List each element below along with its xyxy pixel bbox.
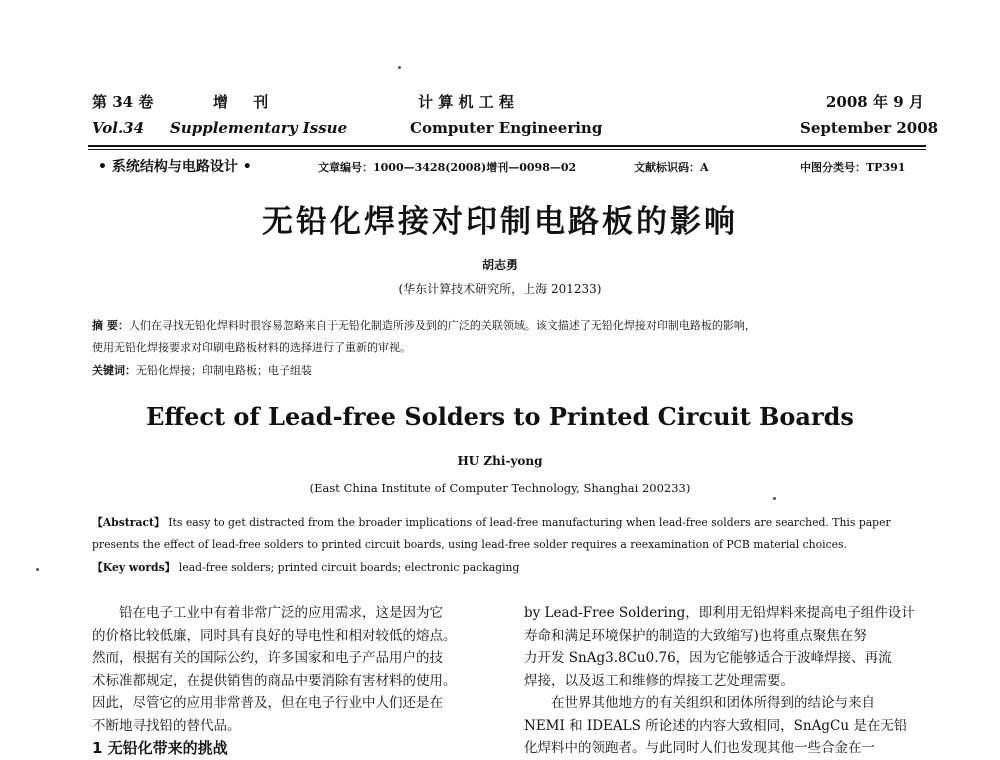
volume-cn: 第 34 卷 [92, 93, 154, 111]
body-right-line-3: 力开发 SnAg3.8Cu0.76，因为它能够适合于波峰焊接、再流 [524, 650, 892, 666]
keywords-en-text: lead-free solders; printed circuit boards; electronic packaging [175, 561, 520, 574]
section-label: • 系统结构与电路设计 • [98, 159, 252, 175]
journal-title-en: Computer Engineering [410, 119, 603, 137]
body-left-line-4: 术标准都规定，在提供销售的商品中要消除有害材料的使用。 [92, 672, 457, 689]
body-right-line-7: 化焊料中的领跑者。与此同时人们也发现其他一些合金在一 [524, 740, 875, 756]
body-left-line-1: 铅在电子工业中有着非常广泛的应用需求，这是因为它 [92, 605, 443, 621]
scan-speck [398, 66, 401, 69]
abstract-en-line-1 [92, 515, 891, 530]
author-en: HU Zhi-yong [457, 454, 543, 468]
body-right-line-4: 焊接，以及返工和维修的焊接工艺处理需要。 [524, 672, 794, 689]
issue-en: Supplementary Issue [170, 119, 348, 137]
abstract-en-text: Its easy to get distracted from the broader implications of lead-free manufacturing when lead-free solders are searched. This paper [164, 516, 891, 529]
article-number: 文章编号：1000—3428(2008)增刊—0098—02 [318, 161, 577, 174]
header-rule-top [88, 145, 926, 147]
body-left-line-6: 不断地寻找铅的替代品。 [92, 717, 241, 734]
keywords-cn-label: 关键词： [92, 364, 136, 377]
body-left-line-5: 因此，尽管它的应用非常普及，但在电子行业中人们还是在 [92, 695, 443, 711]
abstract-en-line-2: presents the effect of lead-free solders to printed circuit boards, using lead-free solder requires a reexamination of PCB material choices. [92, 538, 847, 551]
body-left-line-3: 然而，根据有关的国际公约，许多国家和电子产品用户的技 [92, 650, 443, 666]
abstract-cn-line-1 [92, 317, 756, 333]
body-column-right [524, 602, 934, 760]
keywords-cn [92, 362, 312, 378]
scan-speck [773, 497, 776, 500]
body-column-left [92, 602, 492, 760]
header-rule-bottom [88, 149, 926, 150]
body-left-line-2: 的价格比较低廉，同时具有良好的导电性和相对较低的熔点。 [92, 627, 457, 644]
scan-speck [36, 568, 39, 571]
affiliation-en: (East China Institute of Computer Technology, Shanghai 200233) [309, 481, 691, 495]
body-right-line-2: 寿命和满足环境保护的制造的大致缩写)也将重点聚焦在努 [524, 627, 867, 644]
article-title-cn: 无铅化焊接对印制电路板的影响 [262, 204, 738, 240]
author-cn: 胡志勇 [481, 258, 518, 272]
volume-en: Vol.34 [92, 119, 145, 137]
date-cn: 2008 年 9 月 [826, 93, 924, 111]
body-right-line-1: by Lead-Free Soldering，即利用无铅焊料来提高电子组件设计 [524, 605, 915, 621]
affiliation-cn: (华东计算技术研究所，上海 201233) [398, 282, 602, 296]
document-code: 文献标识码：A [634, 161, 709, 174]
issue-cn: 增 刊 [213, 93, 279, 111]
abstract-cn-line-2: 使用无铅化焊接要求对印刷电路板材料的选择进行了重新的审视。 [92, 341, 411, 354]
classification-number: 中图分类号：TP391 [800, 161, 906, 174]
journal-title-cn: 计 算 机 工 程 [418, 93, 514, 111]
abstract-cn-label: 摘 要： [92, 319, 129, 332]
keywords-en [92, 560, 519, 575]
body-right-line-6: NEMI 和 IDEALS 所论述的内容大致相同，SnAgCu 是在无铅 [524, 717, 908, 734]
abstract-cn-text: 人们在寻找无铅化焊料时很容易忽略来自于无铅化制造所涉及到的广泛的关联领域。该文描述了无铅化焊接对印制电路板的影响， [128, 319, 756, 332]
keywords-cn-text: 无铅化焊接；印制电路板；电子组装 [136, 364, 312, 377]
abstract-en-label: 【Abstract】 [92, 516, 165, 529]
keywords-en-label: 【Key words】 [92, 561, 176, 574]
date-en: September 2008 [800, 119, 939, 137]
section-heading: 1 无铅化带来的挑战 [92, 739, 228, 757]
article-title-en: Effect of Lead-free Solders to Printed Circuit Boards [146, 402, 854, 431]
body-right-line-5: 在世界其他地方的有关组织和团体所得到的结论与来自 [524, 695, 875, 711]
